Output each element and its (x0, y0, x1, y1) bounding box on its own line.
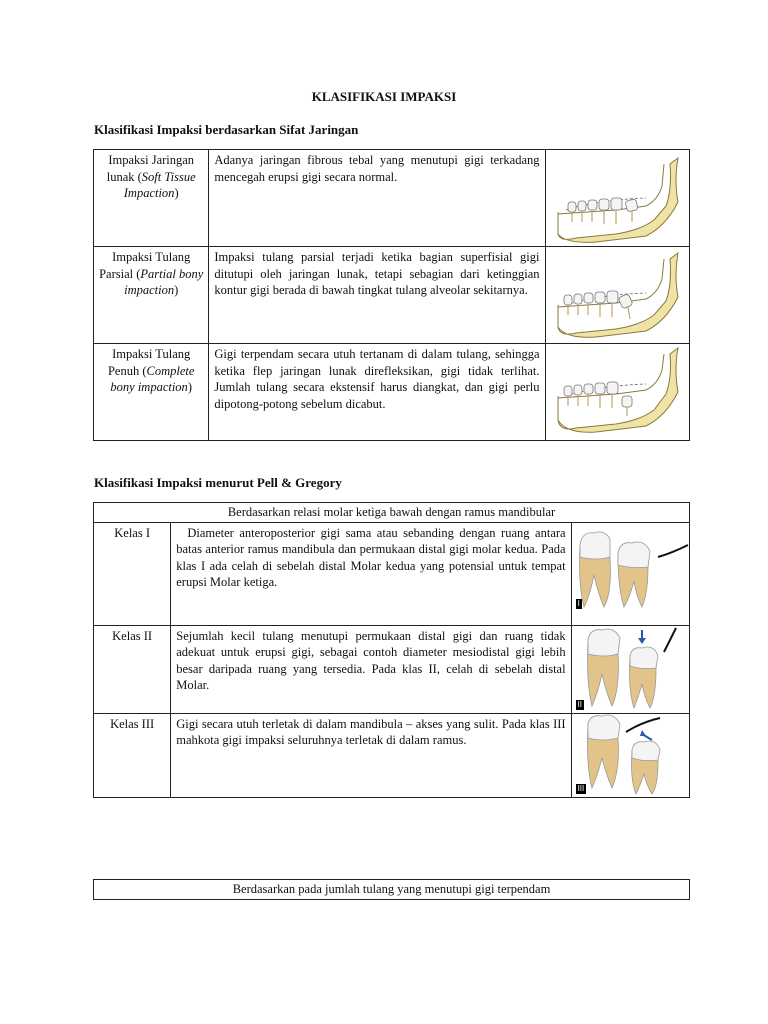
class-iii-illustration (571, 713, 689, 797)
impaction-type-name: Impaksi Jaringan lunak ( (106, 153, 195, 184)
paren-close: ) (174, 186, 179, 200)
jaw-complete-bony-illustration (545, 344, 690, 441)
impaction-description: Impaksi tulang parsial terjadi ketika bagian superfisial gigi ditutupi oleh jaringan lunak, tetapi sebagian dari ketinggian kontur gigi berada di bawah tingkat tulang alveolar sekitarnya. (209, 247, 545, 344)
table-header-row (94, 503, 690, 523)
table-header-row (94, 880, 690, 900)
table-row (94, 247, 690, 344)
bone-coverage-header: Berdasarkan pada jumlah tulang yang menutupi gigi terpendam (94, 880, 690, 900)
table-row (94, 150, 690, 247)
table-row (94, 625, 690, 713)
kelas-description: Diameter anteroposterior gigi sama atau sebanding dengan ruang antara batas anterior ramus mandibula dan permukaan distal gigi molar kedua. Pada klas I ada celah di sebelah distal Molar kedua yang potensial untuk tempat erupsi Molar ketiga. (171, 522, 571, 625)
ramus-relation-header: Berdasarkan relasi molar ketiga bawah dengan ramus mandibular (94, 503, 690, 523)
jaw-partial-bony-illustration (545, 247, 690, 344)
impaction-type-name: Impaksi Tulang Parsial ( (99, 250, 191, 281)
impaction-type-name: Impaksi Tulang Penuh ( (107, 347, 191, 378)
table-row (94, 344, 690, 441)
impaction-type-english: Soft Tissue Impaction (123, 169, 196, 200)
kelas-description: Gigi secara utuh terletak di dalam mandibula – akses yang sulit. Pada klas III mahkota gigi impaksi seluruhnya terletak di dalam ramus. (171, 713, 571, 797)
pell-gregory-table (93, 502, 690, 798)
class-ii-illustration (571, 625, 689, 713)
bone-coverage-table (93, 879, 690, 900)
section1-heading: Klasifikasi Impaksi berdasarkan Sifat Jaringan (94, 122, 359, 137)
class-badge: III (577, 783, 585, 793)
table-row (94, 522, 690, 625)
section2-heading: Klasifikasi Impaksi menurut Pell & Gregory (94, 475, 342, 490)
class-i-illustration (571, 522, 689, 625)
impaction-type-cell (94, 247, 209, 344)
kelas-label: Kelas I (94, 522, 171, 625)
table-row (94, 713, 690, 797)
impaction-type-english: Complete bony impaction (110, 363, 195, 394)
sifat-jaringan-table (93, 149, 690, 441)
class-badge: II (577, 699, 583, 709)
impaction-type-cell (94, 150, 209, 247)
kelas-label: Kelas III (94, 713, 171, 797)
paren-close: ) (187, 380, 192, 394)
impaction-description: Gigi terpendam secara utuh tertanam di dalam tulang, sehingga ketika flep jaringan lunak direfleksikan, gigi tidak terlihat. Jumlah tulang secara ekstensif harus diangkat, dan gigi perlu dipotong-potong sebelum dicabut. (209, 344, 545, 441)
kelas-label: Kelas II (94, 625, 171, 713)
page-title: KLASIFIKASI IMPAKSI (311, 89, 457, 104)
kelas-description: Sejumlah kecil tulang menutupi permukaan distal gigi dan ruang tidak adekuat untuk erupsi gigi, sebagai contoh diameter mesiodistal gigi lebih besar daripada ruang yang tersedia. Pada klas II, celah di sebelah distal Molar. (171, 625, 571, 713)
class-badge: I (577, 598, 580, 608)
impaction-type-english: Partial bony impaction (124, 266, 204, 297)
paren-close: ) (174, 283, 179, 297)
impaction-type-cell (94, 344, 209, 441)
jaw-soft-tissue-illustration (545, 150, 690, 247)
impaction-description: Adanya jaringan fibrous tebal yang menutupi gigi terkadang mencegah erupsi gigi secara normal. (209, 150, 545, 247)
